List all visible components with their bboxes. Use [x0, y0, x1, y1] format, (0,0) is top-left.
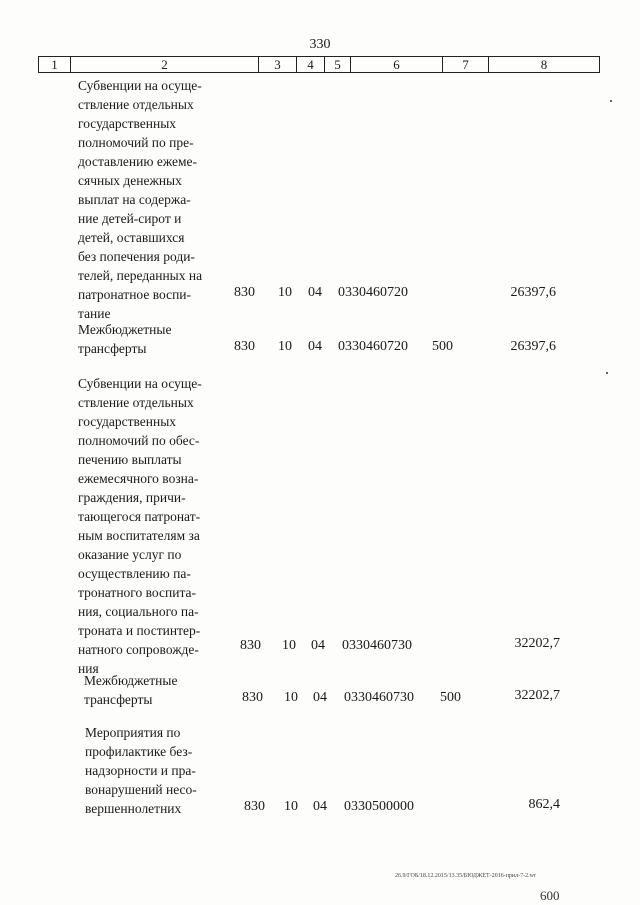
cell-target-article: 0330500000: [344, 799, 414, 814]
cell-expense-type: 500: [432, 339, 453, 354]
row-description: Межбюджетные трансферты: [84, 673, 178, 707]
cell-expense-type: 500: [440, 690, 461, 705]
cell-admin-code: 830: [244, 799, 265, 814]
row-description: Субвенции на осуще- ствление отдельных государственных полномочий по пре- доставлению ежеме- сячных денежных выплат на содержа- ние детей-сирот и детей, оставшихся без попечения роди- телей, переданных на патронатное воспи- тание: [78, 78, 203, 321]
cell-subsection: 04: [313, 690, 327, 705]
cell-admin-code: 830: [234, 339, 255, 354]
row-description: Межбюджетные трансферты: [78, 322, 172, 356]
column-header-3: 3: [259, 57, 297, 72]
cell-admin-code: 830: [234, 285, 255, 300]
row-description: Субвенции на осуще- ствление отдельных государственных полномочий по обес- печению выплаты ежемесячного возна- граждения, причи- тающегося патронат- ным воспитателям за оказание услуг по осуществлению па- тронатного воспита- ния, социального па- троната и постинтер- натного сопровожде- ния: [78, 376, 202, 676]
cell-section: 10: [284, 799, 298, 814]
cell-amount: 32202,7: [514, 636, 560, 651]
row-description: Мероприятия по профилактике без- надзорности и пра- вонарушений несо- вершеннолетних: [85, 725, 197, 816]
cell-section: 10: [282, 638, 296, 653]
column-header-4: 4: [297, 57, 325, 72]
column-header-1: 1: [39, 57, 71, 72]
scan-speck: [610, 100, 612, 102]
cell-section: 10: [284, 690, 298, 705]
page-number: 330: [309, 37, 331, 52]
footer-file-stamp: 26.9/ГОБ/18.12.2015/13.35/БЮДЖЕТ-2016-прил-7-2.wr: [395, 873, 536, 879]
cell-amount: 26397,6: [510, 339, 556, 354]
cell-target-article: 0330460720: [338, 339, 408, 354]
cell-amount: 862,4: [528, 797, 560, 812]
cell-subsection: 04: [311, 638, 325, 653]
column-header-5: 5: [325, 57, 351, 72]
cell-admin-code: 830: [242, 690, 263, 705]
column-header-2: 2: [71, 57, 259, 72]
scan-speck: [606, 372, 608, 374]
footer-number: 600: [540, 888, 560, 903]
cell-section: 10: [278, 285, 292, 300]
cell-subsection: 04: [313, 799, 327, 814]
column-header-8: 8: [540, 57, 548, 72]
column-header-6: 6: [351, 57, 443, 72]
cell-subsection: 04: [308, 285, 322, 300]
cell-amount: 32202,7: [514, 688, 560, 703]
cell-section: 10: [278, 339, 292, 354]
table-header-row: [38, 56, 600, 73]
cell-target-article: 0330460730: [342, 638, 412, 653]
cell-subsection: 04: [308, 339, 322, 354]
cell-admin-code: 830: [240, 638, 261, 653]
cell-amount: 26397,6: [510, 285, 556, 300]
cell-target-article: 0330460730: [344, 690, 414, 705]
column-header-7: 7: [443, 57, 489, 72]
cell-target-article: 0330460720: [338, 285, 408, 300]
